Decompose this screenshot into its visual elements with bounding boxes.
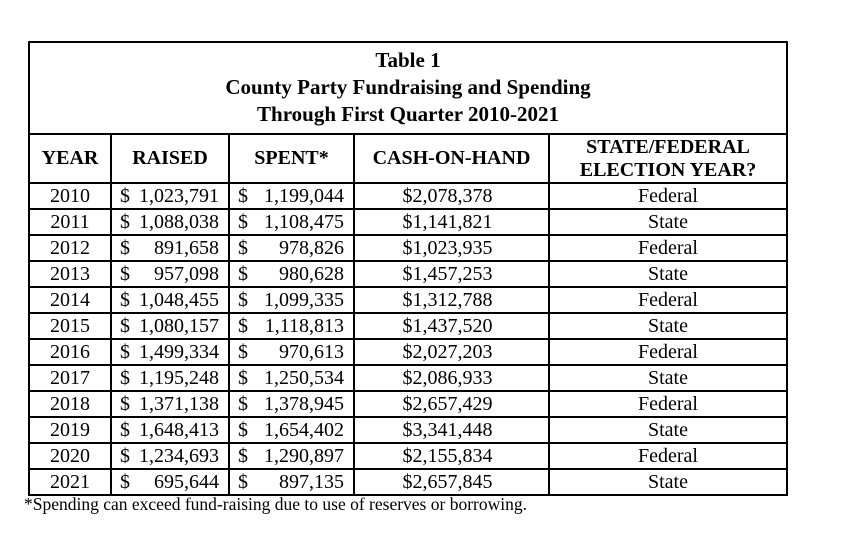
currency-symbol: $: [238, 471, 248, 493]
amount: 1,048,455: [139, 289, 219, 311]
amount: 978,826: [279, 237, 344, 259]
raised-cell: [111, 183, 229, 209]
amount: 1,378,945: [264, 393, 344, 415]
table-row: [29, 443, 787, 469]
table-row: [29, 391, 787, 417]
currency-symbol: $: [238, 185, 248, 207]
currency-symbol: $: [238, 367, 248, 389]
year-cell: 2018: [29, 391, 111, 417]
cash-on-hand-cell: $3,341,448: [354, 417, 549, 443]
table-row: [29, 313, 787, 339]
table-title-line-1: Table 1: [375, 48, 441, 72]
cash-on-hand-cell: $2,657,845: [354, 469, 549, 495]
amount: 1,371,138: [139, 393, 219, 415]
spent-cell: [229, 261, 354, 287]
table-row: [29, 287, 787, 313]
year-cell: 2010: [29, 183, 111, 209]
election-year-cell: State: [549, 469, 787, 495]
year-cell: 2020: [29, 443, 111, 469]
currency-symbol: $: [238, 341, 248, 363]
table-row: [29, 417, 787, 443]
currency-symbol: $: [238, 419, 248, 441]
election-year-cell: Federal: [549, 183, 787, 209]
amount: 695,644: [154, 471, 219, 493]
year-cell: 2017: [29, 365, 111, 391]
amount: 1,023,791: [139, 185, 219, 207]
amount: 957,098: [154, 263, 219, 285]
currency-symbol: $: [120, 185, 130, 207]
amount: 1,199,044: [264, 185, 344, 207]
raised-cell: [111, 339, 229, 365]
spent-cell: [229, 209, 354, 235]
raised-cell: [111, 365, 229, 391]
cash-on-hand-cell: $2,027,203: [354, 339, 549, 365]
amount: 897,135: [279, 471, 344, 493]
currency-symbol: $: [120, 419, 130, 441]
table-row: [29, 261, 787, 287]
amount: 891,658: [154, 237, 219, 259]
year-cell: 2012: [29, 235, 111, 261]
table-title-row: [29, 42, 787, 134]
spent-cell: [229, 313, 354, 339]
table-row: [29, 235, 787, 261]
table-row: [29, 209, 787, 235]
cash-on-hand-cell: $2,155,834: [354, 443, 549, 469]
election-year-cell: Federal: [549, 287, 787, 313]
year-cell: 2014: [29, 287, 111, 313]
election-year-cell: Federal: [549, 339, 787, 365]
currency-symbol: $: [238, 211, 248, 233]
amount: 1,080,157: [139, 315, 219, 337]
amount: 1,250,534: [264, 367, 344, 389]
raised-cell: [111, 235, 229, 261]
election-year-cell: State: [549, 209, 787, 235]
cash-on-hand-cell: $2,086,933: [354, 365, 549, 391]
spent-cell: [229, 443, 354, 469]
currency-symbol: $: [120, 289, 130, 311]
table-row: [29, 365, 787, 391]
table-row: [29, 183, 787, 209]
currency-symbol: $: [120, 211, 130, 233]
table-title-line-3: Through First Quarter 2010-2021: [257, 102, 559, 126]
currency-symbol: $: [120, 393, 130, 415]
spent-cell: [229, 235, 354, 261]
column-header-election-year: [549, 134, 787, 183]
election-year-cell: State: [549, 365, 787, 391]
election-year-cell: Federal: [549, 443, 787, 469]
spent-cell: [229, 339, 354, 365]
spent-cell: [229, 391, 354, 417]
currency-symbol: $: [238, 393, 248, 415]
currency-symbol: $: [238, 445, 248, 467]
cash-on-hand-cell: $1,457,253: [354, 261, 549, 287]
amount: 980,628: [279, 263, 344, 285]
year-cell: 2011: [29, 209, 111, 235]
amount: 1,118,813: [264, 315, 344, 337]
amount: 1,648,413: [139, 419, 219, 441]
raised-cell: [111, 391, 229, 417]
election-year-cell: State: [549, 313, 787, 339]
currency-symbol: $: [238, 263, 248, 285]
spent-cell: [229, 287, 354, 313]
table-title-line-2: County Party Fundraising and Spending: [225, 75, 591, 99]
column-header-election-line-2: ELECTION YEAR?: [579, 158, 757, 181]
election-year-cell: State: [549, 417, 787, 443]
raised-cell: [111, 313, 229, 339]
election-year-cell: State: [549, 261, 787, 287]
amount: 1,099,335: [264, 289, 344, 311]
amount: 1,108,475: [264, 211, 344, 233]
amount: 1,088,038: [139, 211, 219, 233]
table-row: [29, 469, 787, 495]
column-header-election-line-1: STATE/FEDERAL: [586, 135, 750, 158]
cash-on-hand-cell: $1,023,935: [354, 235, 549, 261]
amount: 1,290,897: [264, 445, 344, 467]
currency-symbol: $: [120, 263, 130, 285]
currency-symbol: $: [120, 237, 130, 259]
amount: 1,195,248: [139, 367, 219, 389]
currency-symbol: $: [120, 341, 130, 363]
raised-cell: [111, 261, 229, 287]
currency-symbol: $: [120, 367, 130, 389]
amount: 1,499,334: [139, 341, 219, 363]
cash-on-hand-cell: $1,437,520: [354, 313, 549, 339]
spent-cell: [229, 183, 354, 209]
spent-cell: [229, 417, 354, 443]
raised-cell: [111, 209, 229, 235]
column-header-year: YEAR: [29, 134, 111, 183]
year-cell: 2013: [29, 261, 111, 287]
year-cell: 2016: [29, 339, 111, 365]
currency-symbol: $: [120, 471, 130, 493]
raised-cell: [111, 443, 229, 469]
amount: 970,613: [279, 341, 344, 363]
currency-symbol: $: [120, 315, 130, 337]
table-title: [29, 42, 787, 134]
year-cell: 2015: [29, 313, 111, 339]
currency-symbol: $: [238, 237, 248, 259]
spent-cell: [229, 469, 354, 495]
column-header-raised: RAISED: [111, 134, 229, 183]
column-header-cash-on-hand: CASH-ON-HAND: [354, 134, 549, 183]
cash-on-hand-cell: $2,078,378: [354, 183, 549, 209]
fundraising-table: [28, 41, 788, 496]
table-header-row: [29, 134, 787, 183]
year-cell: 2021: [29, 469, 111, 495]
currency-symbol: $: [238, 315, 248, 337]
election-year-cell: Federal: [549, 391, 787, 417]
raised-cell: [111, 287, 229, 313]
cash-on-hand-cell: $1,141,821: [354, 209, 549, 235]
year-cell: 2019: [29, 417, 111, 443]
cash-on-hand-cell: $1,312,788: [354, 287, 549, 313]
amount: 1,234,693: [139, 445, 219, 467]
column-header-spent: SPENT*: [229, 134, 354, 183]
table-row: [29, 339, 787, 365]
raised-cell: [111, 417, 229, 443]
amount: 1,654,402: [264, 419, 344, 441]
table-footnote: *Spending can exceed fund-raising due to use of reserves or borrowing.: [24, 494, 527, 514]
currency-symbol: $: [238, 289, 248, 311]
election-year-cell: Federal: [549, 235, 787, 261]
spent-cell: [229, 365, 354, 391]
cash-on-hand-cell: $2,657,429: [354, 391, 549, 417]
raised-cell: [111, 469, 229, 495]
currency-symbol: $: [120, 445, 130, 467]
